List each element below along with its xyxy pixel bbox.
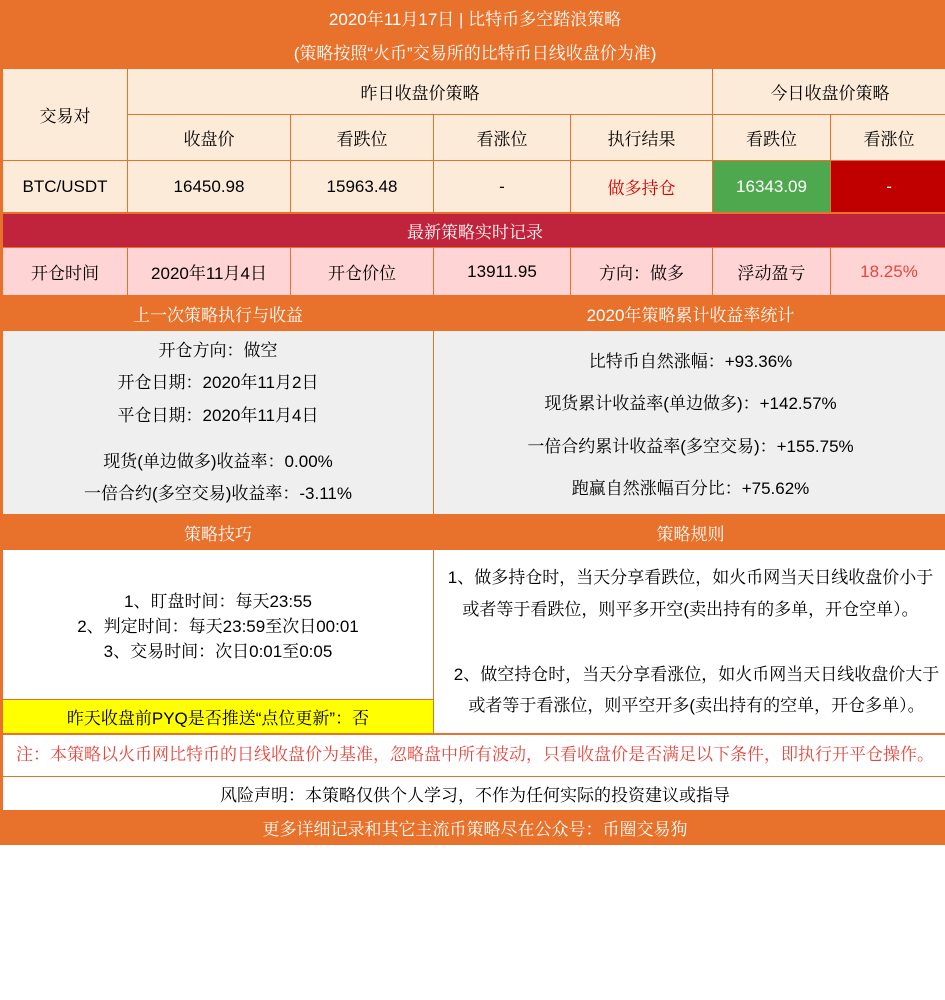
disclaimer-text: 风险声明：本策略仅供个人学习，不作为任何实际的投资建议或指导 — [3, 776, 945, 810]
tips-line-1: 1、盯盘时间：每天23:55 — [124, 592, 312, 612]
footer-table — [2, 734, 945, 844]
rule-2: 2、做空持仓时，当天分享看涨位，如火币网当天日线收盘价大于或者等于看涨位，则平空开多(卖出持有的空单，开仓多单）。 — [453, 664, 940, 716]
stats-line-3: 一倍合约累计收益率(多空交易)：+155.75% — [527, 436, 854, 456]
col-header-bear-today: 看跌位 — [713, 115, 831, 161]
cell-bear-yesterday: 15963.48 — [291, 161, 434, 213]
col-header-result: 执行结果 — [571, 115, 713, 161]
page-subtitle: (策略按照“火币”交易所的比特币日线收盘价为准) — [3, 35, 945, 69]
tips-rules-table — [2, 515, 945, 734]
open-time-label: 开仓时间 — [3, 248, 128, 296]
pyq-text: 昨天收盘前PYQ是否推送“点位更新”：否 — [3, 700, 434, 734]
prev-line-4: 现货(单边做多)收益率：0.00% — [103, 451, 333, 471]
header-subtitle-row — [3, 35, 945, 69]
note-text: 注：本策略以火币网比特币的日线收盘价为基准，忽略盘中所有波动，只看收盘价是否满足以下条件，即执行开平仓操作。 — [3, 735, 945, 776]
tips-rules-header — [3, 516, 945, 550]
page-title: 2020年11月17日 | 比特币多空踏浪策略 — [3, 1, 945, 35]
table-row — [3, 161, 945, 213]
prev-line-1: 开仓方向：做空 — [158, 341, 278, 360]
main-table — [2, 0, 945, 213]
float-pnl-value: 18.25% — [831, 248, 945, 296]
prev-line-3: 平仓日期：2020年11月4日 — [117, 405, 319, 425]
open-time-value: 2020年11月4日 — [128, 248, 291, 296]
tips-details — [3, 550, 434, 700]
rule-1: 1、做多持仓时，当天分享看跌位，如火币网当天日线收盘价小于或者等于看跌位，则平多开空(卖出持有的多单，开仓空单）。 — [447, 568, 934, 619]
tips-rules-body-row — [3, 550, 945, 700]
note-row — [3, 735, 945, 776]
cell-result: 做多持仓 — [571, 161, 713, 213]
footer-row — [3, 810, 945, 844]
cell-close: 16450.98 — [128, 161, 291, 213]
tips-title: 策略技巧 — [3, 516, 434, 550]
open-price-value: 13911.95 — [434, 248, 571, 296]
open-price-label: 开仓价位 — [291, 248, 434, 296]
disclaimer-row — [3, 776, 945, 810]
stats-line-4: 跑赢自然涨幅百分比：+75.62% — [571, 479, 810, 499]
col-header-bull-yesterday: 看涨位 — [434, 115, 571, 161]
prev-title: 上一次策略执行与收益 — [3, 297, 434, 331]
header-title-row — [3, 1, 945, 35]
cell-pair: BTC/USDT — [3, 161, 128, 213]
latest-section-title: 最新策略实时记录 — [3, 214, 945, 248]
cell-bull-today: - — [831, 161, 945, 213]
table-group-header-row — [3, 69, 945, 115]
prev-line-2: 开仓日期：2020年11月2日 — [117, 373, 319, 393]
summary-table — [2, 296, 945, 515]
stats-title: 2020年策略累计收益率统计 — [434, 297, 945, 331]
latest-record-table — [2, 213, 945, 296]
col-header-close: 收盘价 — [128, 115, 291, 161]
cell-bear-today: 16343.09 — [713, 161, 831, 213]
tips-line-2: 2、判定时间：每天23:59至次日00:01 — [77, 617, 359, 637]
footer-text: 更多详细记录和其它主流币策略尽在公众号：币圈交易狗 — [3, 810, 945, 844]
col-header-bear-yesterday: 看跌位 — [291, 115, 434, 161]
direction-value: 方向：做多 — [571, 248, 713, 296]
col-group-yesterday: 昨日收盘价策略 — [128, 69, 713, 115]
latest-section-header — [3, 214, 945, 248]
rules-details — [434, 550, 945, 734]
stats-details — [434, 331, 945, 515]
latest-record-row — [3, 248, 945, 296]
col-header-pair: 交易对 — [3, 69, 128, 161]
col-header-bull-today: 看涨位 — [831, 115, 945, 161]
prev-details — [3, 331, 434, 515]
col-group-today: 今日收盘价策略 — [713, 69, 945, 115]
summary-section-header — [3, 297, 945, 331]
prev-line-5: 一倍合约(多空交易)收益率：-3.11% — [84, 484, 352, 504]
tips-line-3: 3、交易时间：次日0:01至0:05 — [103, 642, 333, 662]
table-sub-header-row — [3, 115, 945, 161]
cell-bull-yesterday: - — [434, 161, 571, 213]
rules-title: 策略规则 — [434, 516, 945, 550]
stats-line-2: 现货累计收益率(单边做多)：+142.57% — [544, 394, 837, 414]
summary-body-row — [3, 331, 945, 515]
stats-line-1: 比特币自然涨幅：+93.36% — [588, 352, 793, 372]
float-pnl-label: 浮动盈亏 — [713, 248, 831, 296]
